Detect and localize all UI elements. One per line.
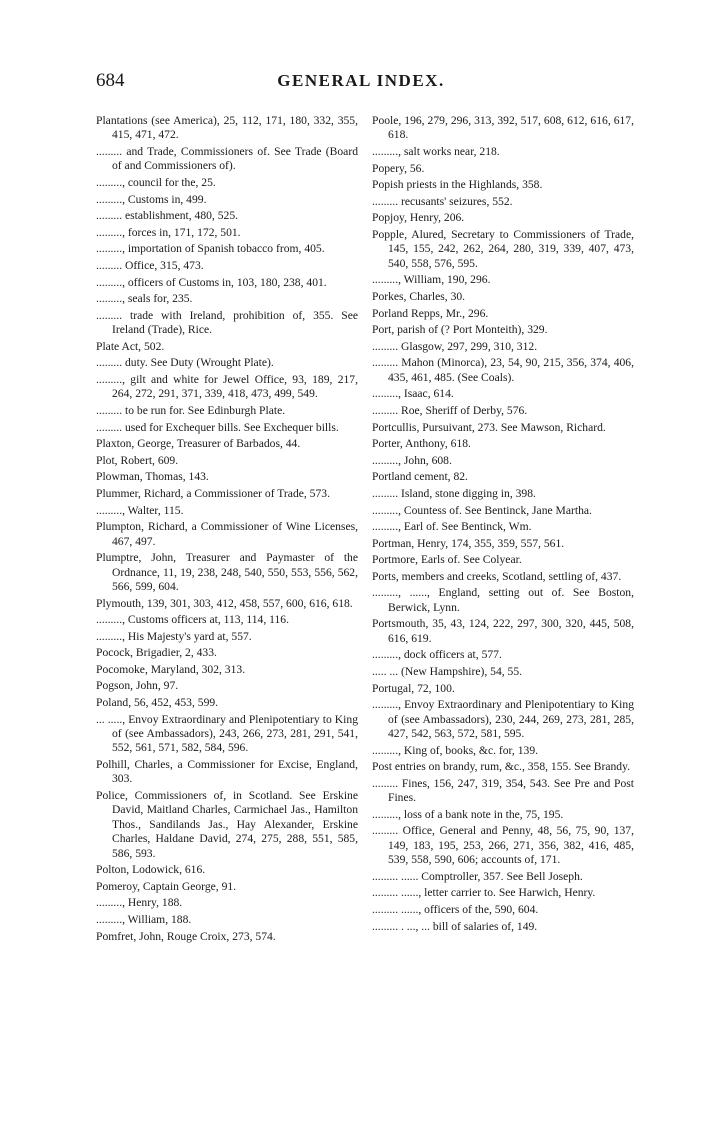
index-entry: Polton, Lodowick, 616. (96, 863, 206, 877)
running-title: GENERAL INDEX. (277, 71, 445, 90)
page-header (96, 70, 626, 100)
index-entry: Pomfret, John, Rouge Croix, 273, 574. (96, 929, 276, 943)
index-entry: ........., importation of Spanish tobacco from, 405. (96, 242, 325, 256)
index-entry: ........., Envoy Extraordinary and Plenipotentiary to King of (see Ambassadors), 230, 244, 269, 273, 281, 285, 427, 542, 563, 572, 581, 595. (372, 698, 634, 741)
index-entry: ......... . ..., ... bill of salaries of, 149. (372, 919, 538, 933)
index-entry: Popery, 56. (372, 161, 425, 175)
index-entry: Porter, Anthony, 618. (372, 437, 471, 451)
index-entry: Portcullis, Pursuivant, 273. See Mawson, Richard. (372, 420, 606, 434)
index-entry: Popple, Alured, Secretary to Commissioners of Trade, 145, 155, 242, 262, 264, 280, 319, 339, 407, 473, 540, 558, 576, 595. (372, 227, 634, 270)
index-entry: ... ....., Envoy Extraordinary and Plenipotentiary to King of (see Ambassadors), 243, 266, 273, 281, 291, 541, 552, 561, 571, 582, 584, 596. (96, 712, 358, 755)
index-entry: Plot, Robert, 609. (96, 453, 179, 467)
index-entry: Portugal, 72, 100. (372, 681, 455, 695)
index-entry: ......... establishment, 480, 525. (96, 209, 239, 223)
index-entry: Plowman, Thomas, 143. (96, 470, 209, 484)
index-entry: Plummer, Richard, a Commissioner of Trade, 573. (96, 486, 330, 500)
index-entry: Post entries on brandy, rum, &c., 358, 155. See Brandy. (372, 760, 631, 774)
index-entry: Plymouth, 139, 301, 303, 412, 458, 557, 600, 616, 618. (96, 596, 353, 610)
index-entry: ........., William, 188. (96, 913, 192, 927)
index-entry: ......... Roe, Sheriff of Derby, 576. (372, 403, 528, 417)
index-entry: ........., William, 190, 296. (372, 273, 491, 287)
index-entry: ......... ......, officers of the, 590, 604. (372, 903, 539, 917)
index-entry: ......... ......, letter carrier to. See Harwich, Henry. (372, 886, 596, 900)
index-entry: ......... Office, 315, 473. (96, 258, 204, 272)
index-entry: ..... ... (New Hampshire), 54, 55. (372, 665, 523, 679)
index-entry: Polhill, Charles, a Commissioner for Excise, England, 303. (96, 758, 358, 786)
index-entry: Popjoy, Henry, 206. (372, 211, 465, 225)
index-entry: Plumptre, John, Treasurer and Paymaster of the Ordnance, 11, 19, 238, 248, 540, 550, 553, 556, 562, 566, 599, 604. (96, 551, 358, 593)
index-entry: ........., John, 608. (372, 453, 452, 467)
index-entry: ........., gilt and white for Jewel Office, 93, 189, 217, 264, 272, 291, 371, 339, 418, 473, 499, 549. (96, 372, 358, 401)
index-entry: Plumpton, Richard, a Commissioner of Wine Licenses, 467, 497. (96, 520, 358, 548)
index-entry: ......... duty. See Duty (Wrought Plate). (96, 356, 274, 370)
index-entry: ......... recusants' seizures, 552. (372, 194, 513, 208)
index-entry: ........., Customs officers at, 113, 114, 116. (96, 613, 290, 627)
index-entry: Poland, 56, 452, 453, 599. (96, 696, 219, 710)
index-entry: ......... Island, stone digging in, 398. (372, 486, 536, 500)
index-entry: ......... ...... Comptroller, 357. See Bell Joseph. (372, 869, 583, 883)
index-entry: ........., officers of Customs in, 103, 180, 238, 401. (96, 275, 327, 289)
right-index-column (372, 114, 634, 936)
index-entry: Portland cement, 82. (372, 470, 468, 484)
index-entry: ........., forces in, 171, 172, 501. (96, 225, 241, 239)
index-entry: Porkes, Charles, 30. (372, 289, 466, 303)
index-entry: ......... and Trade, Commissioners of. See Trade (Board of and Commissioners of). (96, 145, 358, 173)
index-entry: ........., Walter, 115. (96, 503, 184, 517)
index-entry: Pogson, John, 97. (96, 679, 179, 693)
index-entry: ......... Fines, 156, 247, 319, 354, 543. See Pre and Post Fines. (372, 776, 634, 805)
index-entry: ......... Glasgow, 297, 299, 310, 312. (372, 339, 538, 353)
index-entry: Pomeroy, Captain George, 91. (96, 879, 237, 893)
index-entry: Poole, 196, 279, 296, 313, 392, 517, 608, 612, 616, 617, 618. (372, 114, 634, 142)
index-entry: Portsmouth, 35, 43, 124, 222, 297, 300, 320, 445, 508, 616, 619. (372, 617, 634, 645)
index-entry: ........., Earl of. See Bentinck, Wm. (372, 520, 532, 534)
index-entry: Police, Commissioners of, in Scotland. See Erskine David, Maitland Charles, Carmichael Jas., Hamilton Thos., Sandilands Jas., Hay Alexander, Erskine Charles, Haldane David, 274, 275, 288, 551, 585, 586, 593. (96, 789, 358, 860)
index-entry: ........., Henry, 188. (96, 896, 183, 910)
index-entry: ........., ......, England, setting out of. See Boston, Berwick, Lynn. (372, 586, 634, 614)
index-entry: Pocomoke, Maryland, 302, 313. (96, 662, 246, 676)
index-entry: ......... used for Exchequer bills. See Exchequer bills. (96, 420, 339, 434)
index-entry: ......... trade with Ireland, prohibition of, 355. See Ireland (Trade), Rice. (96, 308, 358, 337)
index-entry: ......... to be run for. See Edinburgh Plate. (96, 403, 286, 417)
index-entry: ........., Countess of. See Bentinck, Jane Martha. (372, 503, 592, 517)
index-entry: Popish priests in the Highlands, 358. (372, 178, 543, 192)
index-entry: ........., His Majesty's yard at, 557. (96, 629, 252, 643)
index-entry: Portmore, Earls of. See Colyear. (372, 553, 522, 567)
index-entry: ........., Isaac, 614. (372, 387, 454, 401)
index-entry: ......... Mahon (Minorca), 23, 54, 90, 215, 356, 374, 406, 435, 461, 485. (See Coals). (372, 356, 634, 384)
index-entry: ........., dock officers at, 577. (372, 648, 502, 662)
index-entry: ........., loss of a bank note in the, 75, 195. (372, 807, 564, 821)
index-entry: ........., seals for, 235. (96, 292, 193, 306)
index-entry: Plaxton, George, Treasurer of Barbados, 44. (96, 437, 301, 451)
index-entry: ........., King of, books, &c. for, 139. (372, 743, 539, 757)
index-entry: Portman, Henry, 174, 355, 359, 557, 561. (372, 536, 565, 550)
index-entry: ......... Office, General and Penny, 48, 56, 75, 90, 137, 149, 183, 195, 253, 266, 271, 356, 382, 416, 485, 539, 558, 590, 606; accounts of, 171. (372, 824, 634, 867)
index-entry: ........., Customs in, 499. (96, 192, 207, 206)
index-entry: Port, parish of (? Port Monteith), 329. (372, 323, 548, 337)
index-entry: ........., salt works near, 218. (372, 145, 500, 158)
index-entry: Plantations (see America), 25, 112, 171, 180, 332, 355, 415, 471, 472. (96, 114, 358, 142)
index-entry: ........., council for the, 25. (96, 176, 216, 189)
index-entry: Plate Act, 502. (96, 339, 165, 353)
index-entry: Ports, members and creeks, Scotland, settling of, 437. (372, 569, 622, 583)
index-entry: Porland Repps, Mr., 296. (372, 306, 489, 320)
left-index-column (96, 114, 358, 946)
page-number: 684 (96, 70, 125, 91)
index-entry: Pocock, Brigadier, 2, 433. (96, 646, 217, 660)
